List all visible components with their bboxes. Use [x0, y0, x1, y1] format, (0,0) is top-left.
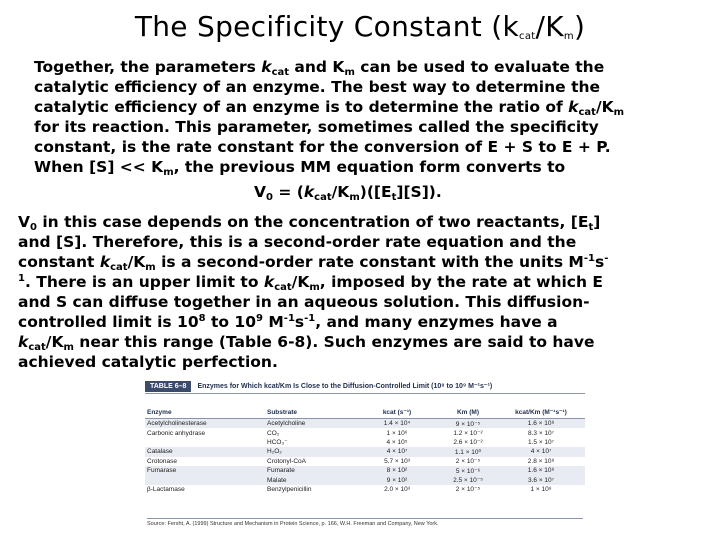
- text-line: and S can diffuse together in an aqueous solution. This diffusion-: [18, 293, 590, 311]
- text-line: $^1$. There is an upper limit to $k_{cat}/K_m$, imposed by the rate at which E: [18, 273, 604, 293]
- table-header: [145, 379, 585, 394]
- text-line: $k_{cat}/K_m$ near this range (Table 6-8). Such enzymes are said to have: [18, 333, 595, 353]
- column-header: kcat/Km (M⁻¹s⁻¹): [515, 409, 567, 416]
- table-row: β-Lactamase Benzylpenicillin 2.0 × 10³ 2 × 10⁻⁵ 1 × 10⁸: [147, 485, 552, 494]
- rate-equation: $V_0 = (k_{cat}/K_m)([E_t][S])$.: [254, 183, 442, 203]
- text-line: catalytic efficiency of an enzyme is to determine the ratio of $k_{cat}/K_m$: [34, 98, 625, 118]
- table-column-headers: [145, 394, 585, 419]
- table-row: Fumarase Fumarate 8 × 10² 5 × 10⁻⁶ 1.6 × 10⁸: [145, 466, 585, 475]
- table-row: Carbonic anhydrase CO₂ 1 × 10⁶ 1.2 × 10⁻² 8.3 × 10⁷: [147, 429, 555, 438]
- text-line: When $[S] << K_m$, the previous MM equation form converts to: [34, 158, 566, 178]
- column-header: Substrate: [267, 409, 297, 416]
- text-line: Together, the parameters $k_{cat}$ and $K_m$ can be used to evaluate the: [34, 58, 605, 78]
- paragraph-intro: [34, 57, 706, 177]
- table-row: Malate 9 × 10² 2.5 × 10⁻⁵ 3.6 × 10⁷: [145, 475, 585, 484]
- text-line: and [S]. Therefore, this is a second-order rate equation and the: [18, 233, 577, 251]
- text-line: $V_0$ in this case depends on the concentration of two reactants, $[E_t]$: [18, 213, 601, 233]
- table-row: Catalase H₂O₂ 4 × 10⁷ 1.1 × 10⁰ 4 × 10⁷: [145, 447, 585, 456]
- column-header: Enzyme: [147, 409, 172, 416]
- table-row: Crotonase Crotonyl-CoA 5.7 × 10³ 2 × 10⁻⁵ 2.8 × 10⁸: [147, 457, 555, 466]
- column-header: Km (M): [456, 409, 480, 416]
- column-header: kcat (s⁻¹): [382, 409, 412, 416]
- text-line: controlled limit is $10^8$ to $10^9$ $M^{-1}s^{-1}$, and many enzymes have a: [18, 313, 558, 331]
- text-line: constant, is the rate constant for the conversion of E + S to E + P.: [34, 138, 611, 156]
- slide-title: The Specificity Constant $(k_{cat}/K_m)$: [134, 10, 586, 43]
- text-line: catalytic efficiency of an enzyme. The best way to determine the: [34, 78, 601, 96]
- table-caption: Enzymes for Which kcat/Km Is Close to the Diffusion-Controlled Limit (10⁸ to 10⁹ M⁻¹s⁻¹): [197, 383, 493, 390]
- table-row: HCO₃⁻ 4 × 10⁵ 2.6 × 10⁻² 1.5 × 10⁷: [267, 438, 555, 447]
- enzyme-table: [145, 379, 585, 529]
- text-line: achieved catalytic perfection.: [18, 353, 278, 371]
- table-source: Source: Fersht, A. (1999) Structure and Mechanism in Protein Science, p. 166, W.H. Freeman and Company, New York.: [147, 518, 583, 527]
- text-line: constant $k_{cat}/K_m$ is a second-order rate constant with the units $M^{-1}s^-$: [18, 253, 609, 273]
- table-row: Acetylcholinesterase Acetylcholine 1.4 × 10⁴ 9 × 10⁻⁵ 1.6 × 10⁸: [145, 419, 585, 428]
- text-line: for its reaction. This parameter, sometimes called the specificity: [34, 118, 599, 136]
- table-number: TABLE 6–8: [145, 381, 191, 392]
- paragraph-second-order: [18, 212, 690, 372]
